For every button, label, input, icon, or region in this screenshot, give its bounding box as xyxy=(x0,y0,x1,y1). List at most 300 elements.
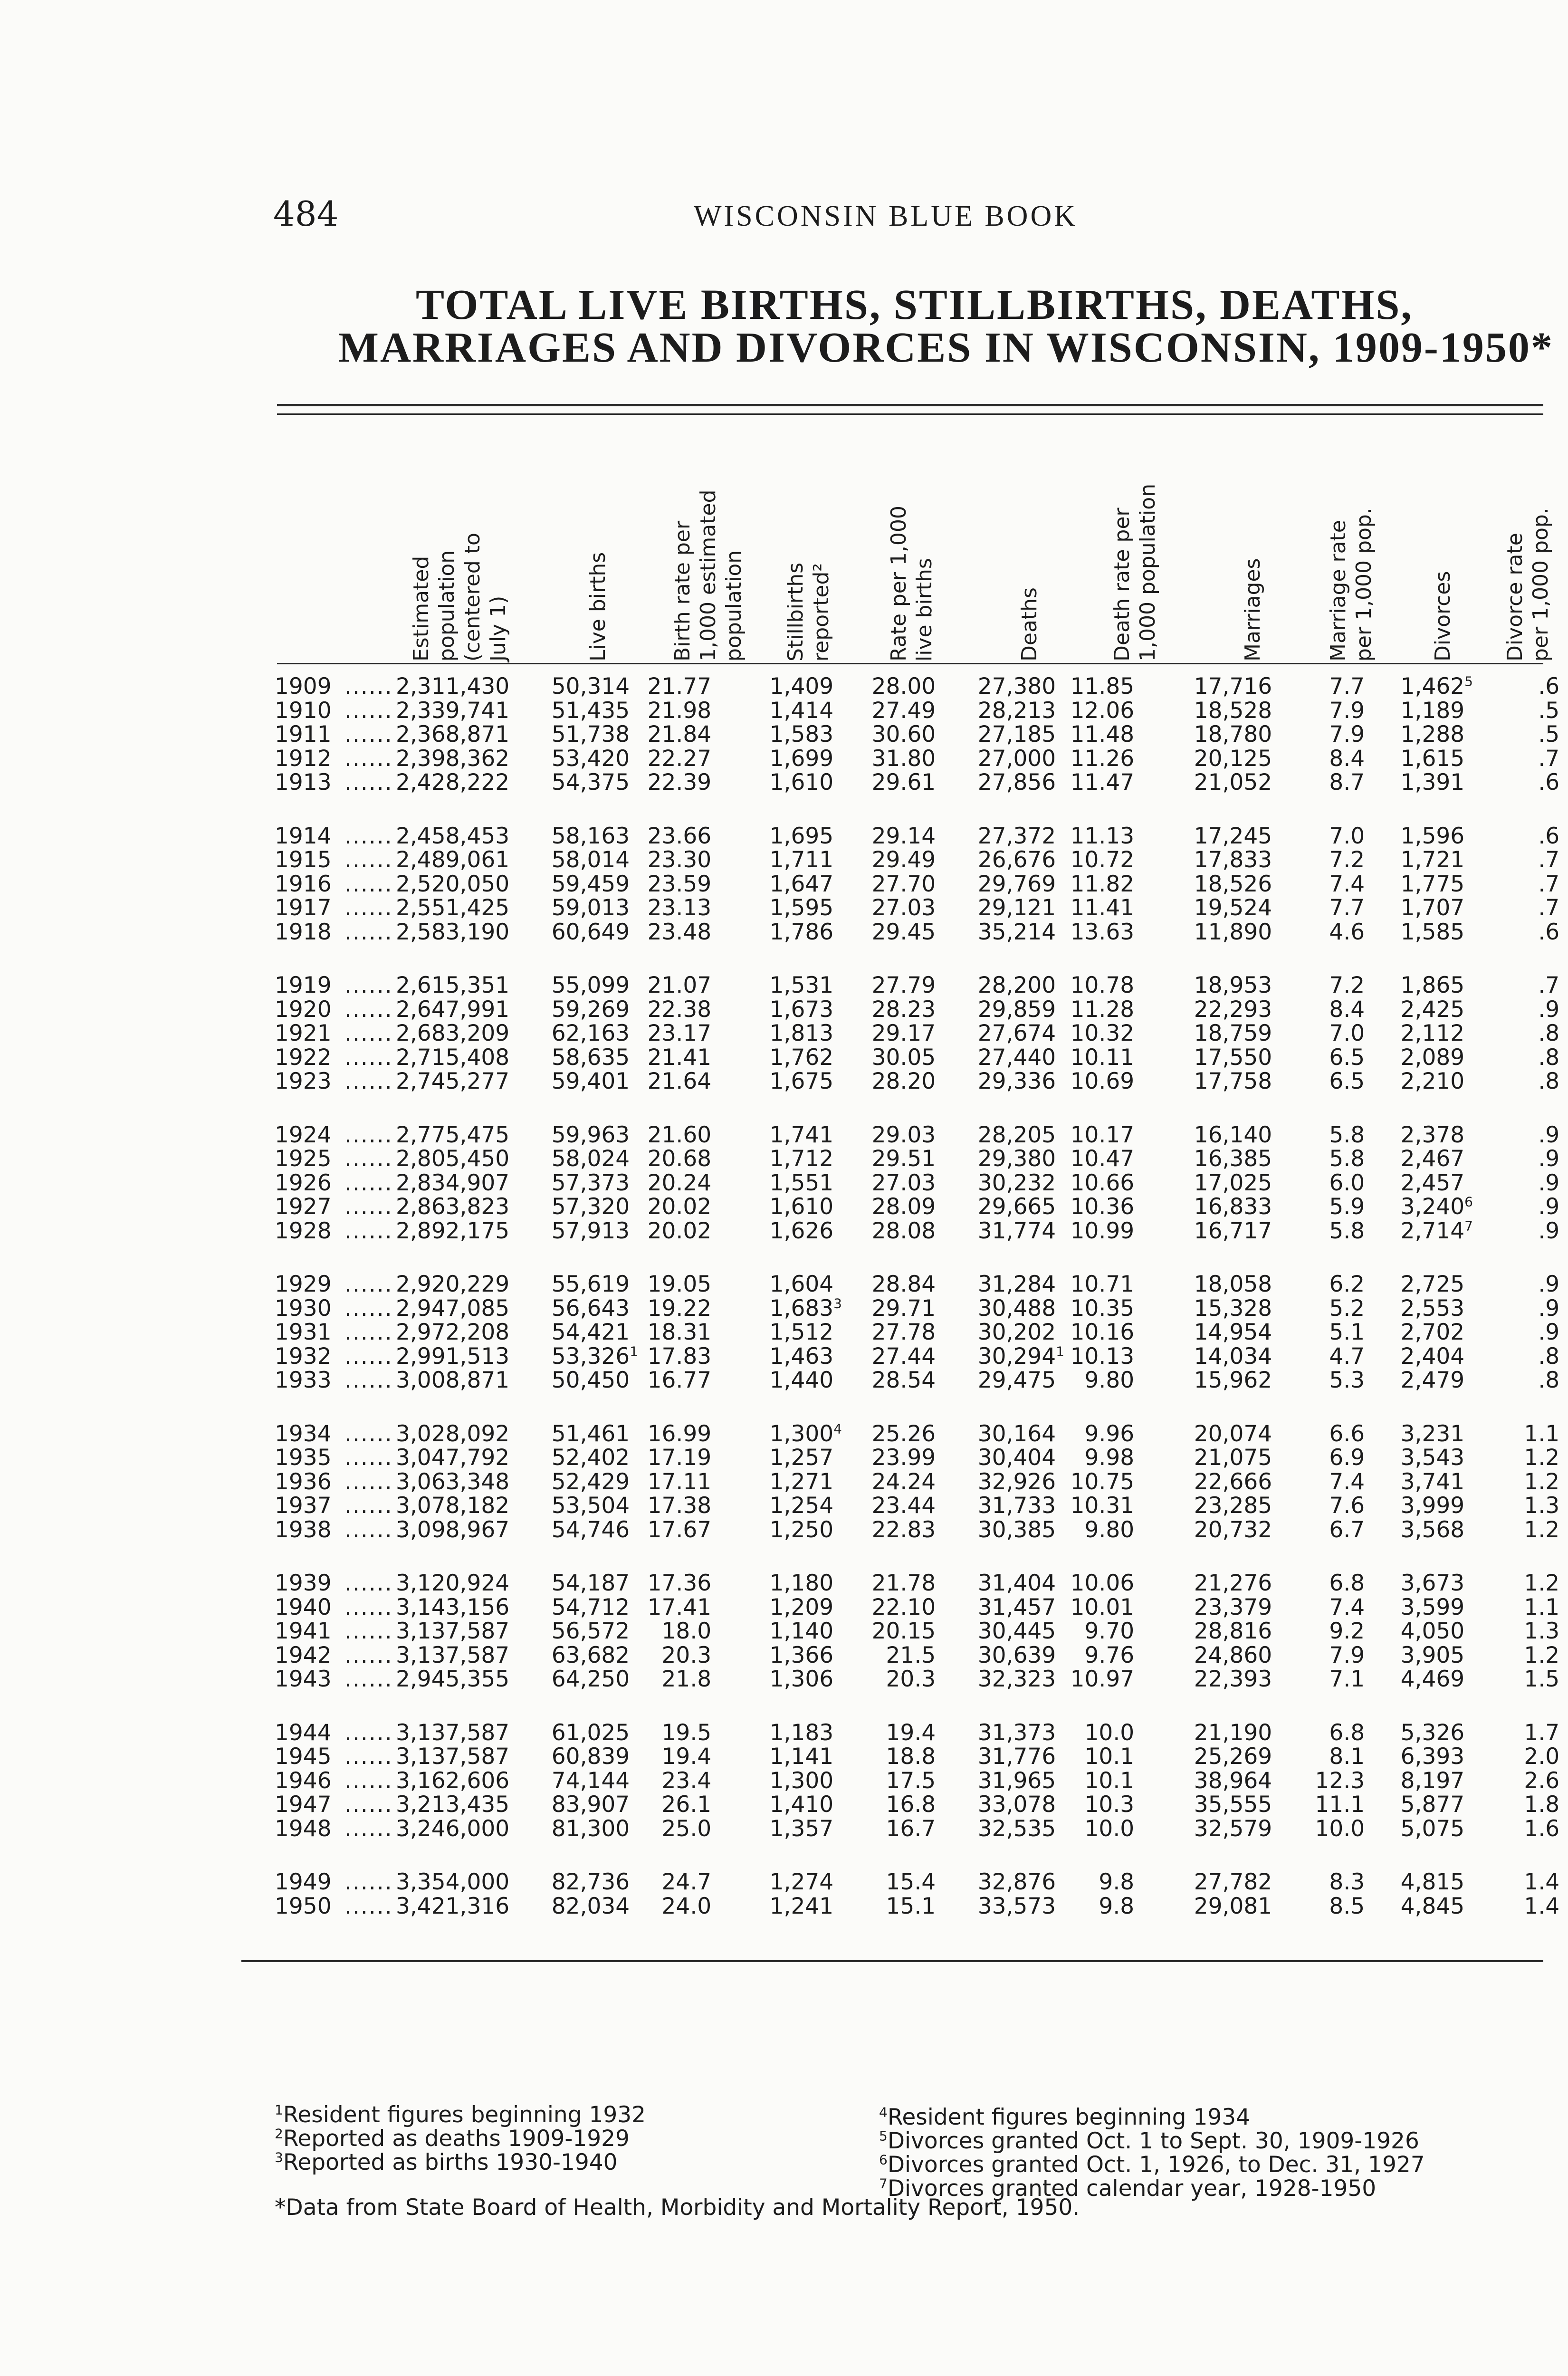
still-rate-cell xyxy=(872,1345,944,1369)
live-births-value: 59,013 xyxy=(551,895,630,921)
divorce-rate-value: .9 xyxy=(1538,1319,1560,1345)
live-births-value: 54,187 xyxy=(551,1570,630,1596)
death-rate-cell xyxy=(1071,824,1143,848)
leader-dots: ...... xyxy=(344,1343,393,1370)
deaths-value: 35,214 xyxy=(977,919,1056,945)
stillbirths-value: 1,695 xyxy=(769,823,834,849)
birth-rate-value: 20.3 xyxy=(661,1642,712,1668)
year-cell: 1923 xyxy=(275,1068,332,1094)
live-births-value: 59,401 xyxy=(551,1068,630,1094)
marriages-cell xyxy=(1194,1022,1281,1045)
birth-rate-value: 17.38 xyxy=(647,1493,712,1519)
year-cell: 1934 xyxy=(275,1420,332,1447)
marriage-rate-cell xyxy=(1329,1195,1373,1219)
deaths-value: 31,733 xyxy=(977,1493,1056,1519)
birth-rate-value: 23.66 xyxy=(647,823,712,849)
footnote-text: Reported as deaths 1909-1929 xyxy=(283,2126,630,2152)
death-rate-cell xyxy=(1071,848,1143,872)
divorces-cell xyxy=(1401,824,1473,848)
marriages-cell xyxy=(1194,1147,1281,1171)
live-births-value: 82,736 xyxy=(551,1869,630,1895)
divorce-rate-cell xyxy=(1538,1273,1568,1296)
live-births-cell xyxy=(552,747,638,771)
live-births-value: 58,014 xyxy=(551,847,630,873)
death-rate-cell xyxy=(1085,1518,1143,1542)
population-cell xyxy=(396,1470,518,1494)
divorce-rate-value: .9 xyxy=(1538,1169,1560,1196)
stillbirths-value: 1,300 xyxy=(769,1767,834,1794)
stillbirths-cell xyxy=(770,1470,842,1494)
divorces-value: 2,553 xyxy=(1400,1295,1465,1322)
divorces-value: 4,050 xyxy=(1400,1618,1465,1644)
year-cell: 1917 xyxy=(275,895,332,921)
death-rate-cell xyxy=(1071,1345,1143,1369)
column-header-divorce-rate: Divorce rate per 1,000 pop. xyxy=(1503,508,1553,661)
birth-rate-value: 17.41 xyxy=(647,1594,712,1620)
year-cell: 1940 xyxy=(275,1594,332,1620)
live-births-value: 53,420 xyxy=(551,745,630,772)
live-births-cell xyxy=(552,1022,638,1045)
death-rate-value: 10.1 xyxy=(1084,1767,1135,1794)
death-rate-value: 11.26 xyxy=(1070,745,1135,772)
stillbirths-cell xyxy=(770,1297,842,1321)
year-cell: 1915 xyxy=(275,847,332,873)
deaths-value: 32,535 xyxy=(977,1815,1056,1842)
live-births-value: 57,913 xyxy=(551,1217,630,1244)
still-rate-value: 29.61 xyxy=(871,769,936,795)
live-births-value: 60,649 xyxy=(551,919,630,945)
divorces-cell xyxy=(1401,1345,1473,1369)
marriages-cell xyxy=(1194,1219,1281,1243)
population-cell xyxy=(396,1870,518,1894)
birth-rate-value: 17.67 xyxy=(647,1516,712,1543)
deaths-cell xyxy=(978,1171,1064,1195)
marriage-rate-cell xyxy=(1329,1046,1373,1070)
population-value: 3,120,924 xyxy=(395,1570,510,1596)
live-births-cell xyxy=(552,1745,638,1769)
population-value: 3,354,000 xyxy=(395,1869,510,1895)
marriage-rate-cell xyxy=(1329,1518,1373,1542)
stillbirths-value: 1,595 xyxy=(769,895,834,921)
live-births-value: 55,619 xyxy=(551,1271,630,1297)
still-rate-cell xyxy=(872,872,944,896)
stillbirths-cell xyxy=(770,1494,842,1518)
stillbirths-value: 1,410 xyxy=(769,1792,834,1818)
population-cell xyxy=(396,1422,518,1446)
still-rate-value: 28.09 xyxy=(871,1194,936,1220)
divorce-rate-cell xyxy=(1538,1369,1568,1392)
leader-dots: ...... xyxy=(344,1666,393,1692)
birth-rate-cell xyxy=(648,1046,720,1070)
divorce-rate-cell xyxy=(1524,1895,1568,1918)
still-rate-cell xyxy=(872,1219,944,1243)
population-value: 3,421,316 xyxy=(395,1893,510,1919)
population-value: 2,368,871 xyxy=(395,721,510,747)
year-cell: 1930 xyxy=(275,1295,332,1322)
still-rate-cell xyxy=(872,1494,944,1518)
marriage-rate-value: 6.5 xyxy=(1329,1068,1365,1094)
divorce-rate-cell xyxy=(1538,771,1568,795)
divorce-rate-value: .7 xyxy=(1538,745,1560,772)
population-value: 2,945,355 xyxy=(395,1666,510,1692)
birth-rate-value: 26.1 xyxy=(661,1792,712,1818)
population-cell xyxy=(396,747,518,771)
birth-rate-cell xyxy=(648,1518,720,1542)
deaths-cell xyxy=(978,699,1064,723)
marriages-cell xyxy=(1194,1470,1281,1494)
death-rate-cell xyxy=(1085,1644,1143,1667)
stillbirths-cell xyxy=(770,1895,842,1918)
birth-rate-value: 21.60 xyxy=(647,1121,712,1148)
marriages-value: 22,393 xyxy=(1194,1666,1272,1692)
population-cell xyxy=(396,998,518,1022)
marriages-cell xyxy=(1194,1596,1281,1619)
deaths-cell xyxy=(978,747,1064,771)
marriage-rate-value: 4.6 xyxy=(1329,919,1365,945)
marriage-rate-value: 6.9 xyxy=(1329,1445,1365,1471)
divorces-cell xyxy=(1401,699,1473,723)
year-cell: 1943 xyxy=(275,1666,332,1692)
death-rate-cell xyxy=(1085,1721,1143,1745)
header-rule xyxy=(277,663,1543,664)
birth-rate-cell xyxy=(648,1273,720,1296)
still-rate-value: 19.4 xyxy=(886,1719,936,1746)
birth-rate-cell xyxy=(662,1644,720,1667)
divorce-rate-value: 1.4 xyxy=(1524,1893,1560,1919)
death-rate-value: 10.31 xyxy=(1070,1493,1135,1519)
death-rate-value: 10.78 xyxy=(1070,972,1135,998)
stillbirths-cell xyxy=(770,1345,842,1369)
deaths-value: 27,185 xyxy=(977,721,1056,747)
marriages-cell xyxy=(1194,1369,1281,1392)
table-title-line-2: MARRIAGES AND DIVORCES IN WISCONSIN, 1909-1950* xyxy=(338,324,1554,371)
birth-rate-value: 22.38 xyxy=(647,996,712,1023)
footnote-text: Resident figures beginning 1932 xyxy=(283,2102,646,2128)
live-births-value: 50,314 xyxy=(551,673,630,699)
divorces-value: 4,469 xyxy=(1400,1666,1465,1692)
marriage-rate-value: 7.4 xyxy=(1329,1468,1365,1495)
birth-rate-value: 19.22 xyxy=(647,1295,712,1322)
leader-dots: ...... xyxy=(344,972,393,998)
divorces-cell xyxy=(1401,1446,1473,1470)
live-births-cell xyxy=(552,998,638,1022)
divorces-cell xyxy=(1401,974,1473,997)
stillbirths-value: 1,463 xyxy=(769,1343,834,1370)
deaths-cell xyxy=(978,1494,1064,1518)
stillbirths-value: 1,610 xyxy=(769,1194,834,1220)
leader-dots: ...... xyxy=(344,1217,393,1244)
year-cell: 1942 xyxy=(275,1642,332,1668)
leader-dots: ...... xyxy=(344,1719,393,1746)
marriage-rate-value: 5.9 xyxy=(1329,1194,1365,1220)
divorce-rate-cell xyxy=(1538,848,1568,872)
divorces-cell xyxy=(1401,1596,1473,1619)
stillbirths-cell xyxy=(770,1123,842,1147)
footnote xyxy=(275,2103,646,2127)
population-cell xyxy=(396,1273,518,1296)
divorce-rate-cell xyxy=(1524,1817,1568,1841)
stillbirths-value: 1,257 xyxy=(769,1445,834,1471)
death-rate-cell xyxy=(1071,1046,1143,1070)
death-rate-value: 13.63 xyxy=(1070,919,1135,945)
stillbirths-value: 1,711 xyxy=(769,847,834,873)
leader-dots: ...... xyxy=(344,823,393,849)
still-rate-value: 27.79 xyxy=(871,972,936,998)
birth-rate-value: 17.11 xyxy=(647,1468,712,1495)
population-cell xyxy=(396,1721,518,1745)
population-value: 2,647,991 xyxy=(395,996,510,1023)
live-births-cell xyxy=(552,896,638,920)
birth-rate-value: 18.31 xyxy=(647,1319,712,1345)
stillbirths-cell xyxy=(770,1721,842,1745)
year-cell: 1909 xyxy=(275,673,332,699)
death-rate-value: 10.0 xyxy=(1084,1815,1135,1842)
stillbirths-value: 1,531 xyxy=(769,972,834,998)
year-cell: 1920 xyxy=(275,996,332,1023)
leader-dots: ...... xyxy=(344,1044,393,1071)
marriage-rate-value: 5.1 xyxy=(1329,1319,1365,1345)
still-rate-value: 28.20 xyxy=(871,1068,936,1094)
still-rate-cell xyxy=(886,1769,944,1793)
divorces-value: 8,197 xyxy=(1400,1767,1465,1794)
still-rate-value: 30.60 xyxy=(871,721,936,747)
population-value: 3,078,182 xyxy=(395,1493,510,1519)
stillbirths-cell xyxy=(770,1022,842,1045)
death-rate-cell xyxy=(1071,896,1143,920)
population-value: 2,834,907 xyxy=(395,1169,510,1196)
marriage-rate-value: 8.3 xyxy=(1329,1869,1365,1895)
stillbirths-cell xyxy=(770,1769,842,1793)
year-cell: 1910 xyxy=(275,697,332,724)
population-value: 2,583,190 xyxy=(395,919,510,945)
leader-dots: ...... xyxy=(344,1642,393,1668)
birth-rate-cell xyxy=(648,747,720,771)
death-rate-cell xyxy=(1085,1817,1143,1841)
divorces-value: 3,741 xyxy=(1400,1468,1465,1495)
still-rate-cell xyxy=(886,1793,944,1817)
still-rate-value: 28.84 xyxy=(871,1271,936,1297)
divorce-rate-value: 1.2 xyxy=(1524,1642,1560,1668)
stillbirths-value: 1,183 xyxy=(769,1719,834,1746)
still-rate-cell xyxy=(872,920,944,944)
marriage-rate-cell xyxy=(1329,824,1373,848)
divorces-value: 3,568 xyxy=(1400,1516,1465,1543)
stillbirths-value: 1,604 xyxy=(769,1271,834,1297)
live-births-value: 64,250 xyxy=(551,1666,630,1692)
still-rate-value: 29.71 xyxy=(871,1295,936,1322)
death-rate-value: 11.48 xyxy=(1070,721,1135,747)
birth-rate-cell xyxy=(648,771,720,795)
divorces-value: 1,596 xyxy=(1400,823,1465,849)
marriages-value: 27,782 xyxy=(1194,1869,1272,1895)
column-header-live-births: Live births xyxy=(586,552,610,661)
divorces-value: 1,775 xyxy=(1400,871,1465,897)
marriages-cell xyxy=(1194,974,1281,997)
death-rate-cell xyxy=(1071,872,1143,896)
marriage-rate-cell xyxy=(1329,1022,1373,1045)
deaths-value: 27,000 xyxy=(977,745,1056,772)
footnote xyxy=(879,2105,1250,2130)
divorces-value: 1,865 xyxy=(1400,972,1465,998)
footnote-marker: 7 xyxy=(1464,1217,1473,1234)
divorce-rate-cell xyxy=(1538,998,1568,1022)
birth-rate-cell xyxy=(662,1895,720,1918)
still-rate-cell xyxy=(872,824,944,848)
live-births-value: 51,435 xyxy=(551,697,630,724)
marriages-cell xyxy=(1194,723,1281,747)
stillbirths-cell xyxy=(770,896,842,920)
divorces-value: 2,425 xyxy=(1400,996,1465,1023)
death-rate-cell xyxy=(1085,1369,1143,1392)
marriages-cell xyxy=(1194,771,1281,795)
population-cell xyxy=(396,1321,518,1344)
population-cell xyxy=(396,920,518,944)
marriages-value: 20,732 xyxy=(1194,1516,1272,1543)
marriages-value: 38,964 xyxy=(1194,1767,1272,1794)
deaths-cell xyxy=(978,1793,1064,1817)
population-cell xyxy=(396,1494,518,1518)
divorce-rate-cell xyxy=(1538,1345,1568,1369)
marriages-cell xyxy=(1194,699,1281,723)
divorce-rate-value: .9 xyxy=(1538,1146,1560,1172)
population-value: 3,213,435 xyxy=(395,1792,510,1818)
divorce-rate-value: 1.4 xyxy=(1524,1869,1560,1895)
marriage-rate-value: 9.2 xyxy=(1329,1618,1365,1644)
marriages-cell xyxy=(1194,1321,1281,1344)
marriages-cell xyxy=(1194,1345,1281,1369)
deaths-cell xyxy=(978,824,1064,848)
live-births-value: 54,746 xyxy=(551,1516,630,1543)
divorce-rate-cell xyxy=(1524,1422,1568,1446)
death-rate-value: 9.70 xyxy=(1084,1618,1135,1644)
marriage-rate-value: 7.0 xyxy=(1329,1020,1365,1046)
marriages-value: 17,833 xyxy=(1194,847,1272,873)
live-births-value: 62,163 xyxy=(551,1020,630,1046)
deaths-value: 30,385 xyxy=(977,1516,1056,1543)
year-cell: 1948 xyxy=(275,1815,332,1842)
footnote-mark: 4 xyxy=(879,2104,888,2120)
divorces-value: 2,210 xyxy=(1400,1068,1465,1094)
divorces-cell xyxy=(1401,1895,1473,1918)
divorces-cell xyxy=(1401,675,1473,699)
divorce-rate-value: 1.5 xyxy=(1524,1666,1560,1692)
stillbirths-value: 1,440 xyxy=(769,1367,834,1393)
stillbirths-cell xyxy=(770,723,842,747)
footnote-marker: 1 xyxy=(1056,1343,1064,1359)
marriage-rate-cell xyxy=(1329,1870,1373,1894)
population-cell xyxy=(396,1644,518,1667)
footnote-marker: 1 xyxy=(630,1343,638,1359)
marriage-rate-value: 7.6 xyxy=(1329,1493,1365,1519)
marriage-rate-cell xyxy=(1329,1494,1373,1518)
deaths-value: 29,859 xyxy=(977,996,1056,1023)
death-rate-cell xyxy=(1071,675,1143,699)
column-header-marriage-rate: Marriage rate per 1,000 pop. xyxy=(1326,508,1376,661)
marriages-value: 18,528 xyxy=(1194,697,1272,724)
stillbirths-value: 1,675 xyxy=(769,1068,834,1094)
leader-dots: ...... xyxy=(344,1169,393,1196)
divorces-cell xyxy=(1401,1470,1473,1494)
divorce-rate-value: 1.7 xyxy=(1524,1719,1560,1746)
divorces-cell xyxy=(1401,1195,1473,1219)
marriages-value: 14,034 xyxy=(1194,1343,1272,1370)
birth-rate-value: 21.84 xyxy=(647,721,712,747)
death-rate-cell xyxy=(1071,1596,1143,1619)
divorces-value: 1,585 xyxy=(1400,919,1465,945)
still-rate-value: 31.80 xyxy=(871,745,936,772)
still-rate-value: 27.70 xyxy=(871,871,936,897)
marriage-rate-cell xyxy=(1329,771,1373,795)
death-rate-value: 10.01 xyxy=(1070,1594,1135,1620)
top-rule-thin xyxy=(277,413,1543,415)
deaths-cell xyxy=(978,1369,1064,1392)
stillbirths-cell xyxy=(770,848,842,872)
divorces-value: 3,673 xyxy=(1400,1570,1465,1596)
still-rate-cell xyxy=(872,1369,944,1392)
footnote-mark: 1 xyxy=(275,2102,283,2118)
still-rate-cell xyxy=(872,896,944,920)
marriages-value: 15,328 xyxy=(1194,1295,1272,1322)
still-rate-cell xyxy=(872,1422,944,1446)
footnote-marker: 3 xyxy=(833,1295,842,1311)
divorce-rate-value: 1.2 xyxy=(1524,1516,1560,1543)
footnote-text: Divorces granted calendar year, 1928-1950 xyxy=(887,2175,1377,2202)
still-rate-value: 21.78 xyxy=(871,1570,936,1596)
death-rate-cell xyxy=(1099,1870,1143,1894)
population-cell xyxy=(396,1619,518,1643)
birth-rate-cell xyxy=(648,998,720,1022)
leader-dots: ...... xyxy=(344,1445,393,1471)
year-cell: 1929 xyxy=(275,1271,332,1297)
marriages-cell xyxy=(1194,1422,1281,1446)
death-rate-cell xyxy=(1099,1895,1143,1918)
stillbirths-value: 1,647 xyxy=(769,871,834,897)
deaths-cell xyxy=(978,1619,1064,1643)
deaths-value: 26,676 xyxy=(977,847,1056,873)
leader-dots: ...... xyxy=(344,721,393,747)
marriage-rate-value: 6.2 xyxy=(1329,1271,1365,1297)
marriage-rate-value: 7.9 xyxy=(1329,1642,1365,1668)
live-births-value: 53,326 xyxy=(551,1343,630,1370)
marriages-value: 17,025 xyxy=(1194,1169,1272,1196)
divorce-rate-value: 1.1 xyxy=(1524,1594,1560,1620)
marriage-rate-cell xyxy=(1329,1619,1373,1643)
divorce-rate-value: .9 xyxy=(1538,1271,1560,1297)
live-births-cell xyxy=(552,1667,638,1691)
marriages-value: 18,780 xyxy=(1194,721,1272,747)
divorce-rate-value: 1.8 xyxy=(1524,1792,1560,1818)
still-rate-value: 29.17 xyxy=(871,1020,936,1046)
marriages-value: 16,140 xyxy=(1194,1121,1272,1148)
leader-dots: ...... xyxy=(344,1468,393,1495)
leader-dots: ...... xyxy=(344,1493,393,1519)
birth-rate-cell xyxy=(648,1219,720,1243)
deaths-cell xyxy=(978,675,1064,699)
leader-dots: ...... xyxy=(344,1367,393,1393)
population-value: 2,920,229 xyxy=(395,1271,510,1297)
year-cell: 1912 xyxy=(275,745,332,772)
deaths-value: 29,769 xyxy=(977,871,1056,897)
marriages-value: 21,190 xyxy=(1194,1719,1272,1746)
population-cell xyxy=(396,1297,518,1321)
column-header-stillbirth-rate: Rate per 1,000 live births xyxy=(887,506,937,661)
marriages-value: 18,526 xyxy=(1194,871,1272,897)
live-births-cell xyxy=(552,1619,638,1643)
divorce-rate-value: 1.2 xyxy=(1524,1445,1560,1471)
live-births-value: 59,459 xyxy=(551,871,630,897)
still-rate-value: 17.5 xyxy=(886,1767,936,1794)
still-rate-cell xyxy=(886,1817,944,1841)
